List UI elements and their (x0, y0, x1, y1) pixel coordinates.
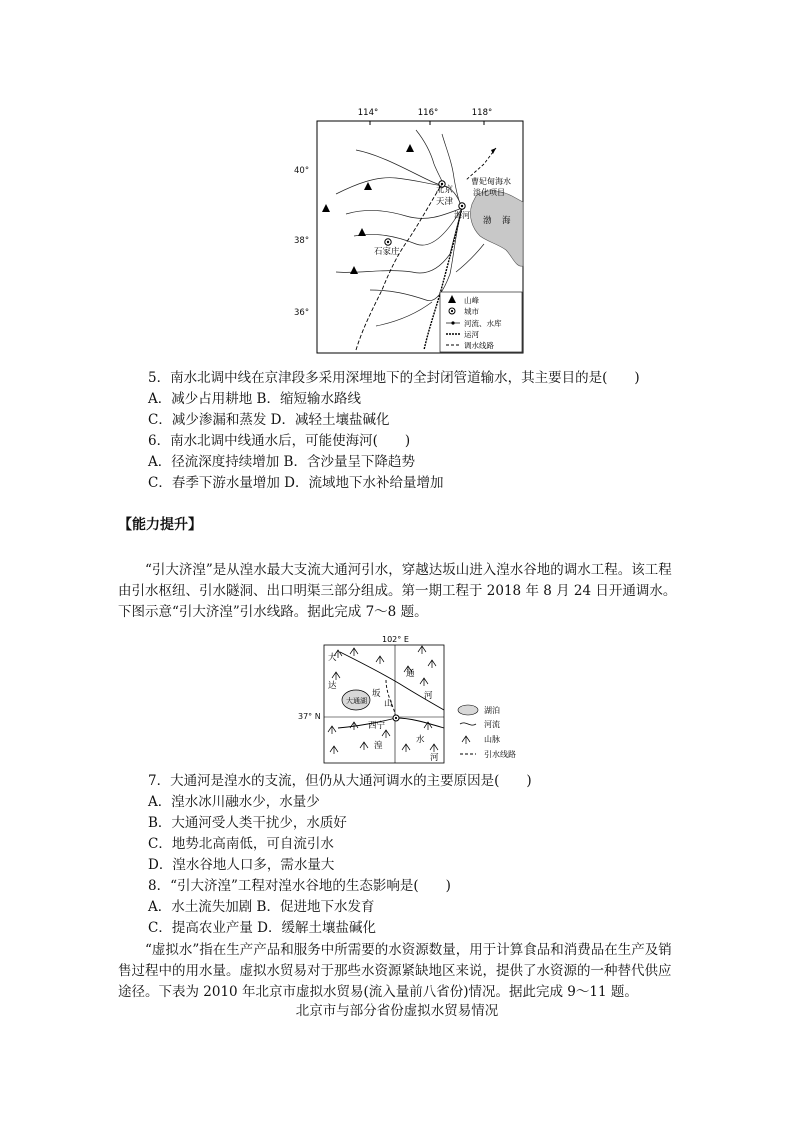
lon-label-116: 116° (417, 108, 439, 118)
lat-label-38: 38° (294, 236, 310, 246)
ban-label: 坂 (372, 689, 381, 699)
project-label-2: 淡化项目 (473, 188, 505, 197)
beijing-label: 北京 (436, 185, 454, 195)
intro-paragraph: “引大济湟”是从湟水最大支流大通河引水，穿越达坂山进入湟水谷地的调水工程。该工程由引水枢纽、引水隧洞、出口明渠三部分组成。第一期工程于 2018 年 8 月 24 日开通调水。下图示意“引大济湟”引水线路。据此完成 7～8 题。 (118, 562, 677, 620)
haihe-label: 海河 (454, 211, 470, 220)
legend-peak: 山峰 (464, 296, 479, 305)
bohai-label-1: 渤 (483, 216, 492, 226)
lat-label-37n: 37° N (298, 712, 321, 721)
legend-lake: 湖泊 (484, 706, 500, 715)
legend-route: 引水线路 (484, 750, 516, 759)
legend-mountain: 山脉 (484, 735, 500, 744)
xining-label: 西宁 (368, 721, 386, 731)
question-7-option-a: A．湟水冰川融水少，水量少 (148, 794, 320, 810)
table-caption: 北京市与部分省份虚拟水贸易情况 (295, 1003, 499, 1019)
shan-label: 山 (384, 699, 393, 709)
section-title: 【能力提升】 (118, 517, 202, 533)
question-8-options-ab: A．水土流失加剧 B．促进地下水发育 (148, 899, 375, 915)
lake-label: 大通湖 (346, 697, 367, 705)
da-label: 大 (328, 653, 337, 663)
north-china-water-diversion-map (316, 104, 530, 354)
legend-city: 城市 (464, 307, 479, 316)
question-7-option-c: C．地势北高南低，可自流引水 (148, 836, 334, 852)
he2-label: 河 (430, 753, 439, 763)
legend-river: 河流 (484, 720, 500, 729)
shui-label: 水 (416, 735, 425, 745)
legend-canal: 运河 (464, 330, 479, 339)
virtual-water-paragraph: “虚拟水”指在生产产品和服务中所需要的水资源数量，用于计算食品和消费品在生产及销售过程中的用水量。虚拟水贸易对于那些水资源紧缺地区来说，提供了水资源的一种替代供应途径。下表为 2010 年北京市虚拟水贸易(流入量前八省份)情况。据此完成 9～11 题。 (118, 942, 672, 1000)
question-7-option-b: B．大通河受人类干扰少，水质好 (148, 815, 347, 831)
question-6-options-cd: C．春季下游水量增加 D．流域地下水补给量增加 (148, 475, 444, 491)
question-5: 5．南水北调中线在京津段多采用深埋地下的全封闭管道输水，其主要目的是( ) (148, 370, 640, 386)
lon-label-114: 114° (357, 108, 379, 118)
legend-river: 河流、水库 (464, 319, 502, 328)
question-7: 7．大通河是湟水的支流，但仍从大通河调水的主要原因是( ) (148, 773, 532, 789)
project-label-1: 曹妃甸海水 (471, 177, 511, 186)
legend-diversion: 调水线路 (464, 341, 494, 350)
question-6: 6．南水北调中线通水后，可能使海河( ) (148, 433, 411, 449)
lat-label-40: 40° (294, 166, 310, 176)
yindajihuang-route-map (320, 632, 540, 766)
question-5-options-ab: A．减少占用耕地 B．缩短输水路线 (148, 391, 361, 407)
lon-label-118: 118° (471, 108, 493, 118)
lat-label-36: 36° (294, 308, 310, 318)
huang-label: 湟 (374, 741, 383, 751)
bohai-label-2: 海 (502, 216, 511, 226)
question-8: 8．“引大济湟”工程对湟水谷地的生态影响是( ) (148, 878, 451, 894)
da2-label: 达 (328, 681, 337, 691)
tong-label: 通 (406, 669, 415, 679)
he1-label: 河 (424, 691, 433, 701)
question-7-option-d: D．湟水谷地人口多，需水量大 (148, 857, 335, 873)
shijiazhuang-label: 石家庄 (374, 247, 400, 257)
tianjin-label: 天津 (436, 197, 454, 207)
question-6-options-ab: A．径流深度持续增加 B．含沙量呈下降趋势 (148, 454, 415, 470)
question-8-options-cd: C．提高农业产量 D．缓解土壤盐碱化 (148, 920, 376, 936)
lon-label-102e: 102° E (382, 635, 409, 644)
question-5-options-cd: C．减少渗漏和蒸发 D．减轻土壤盐碱化 (148, 412, 390, 428)
